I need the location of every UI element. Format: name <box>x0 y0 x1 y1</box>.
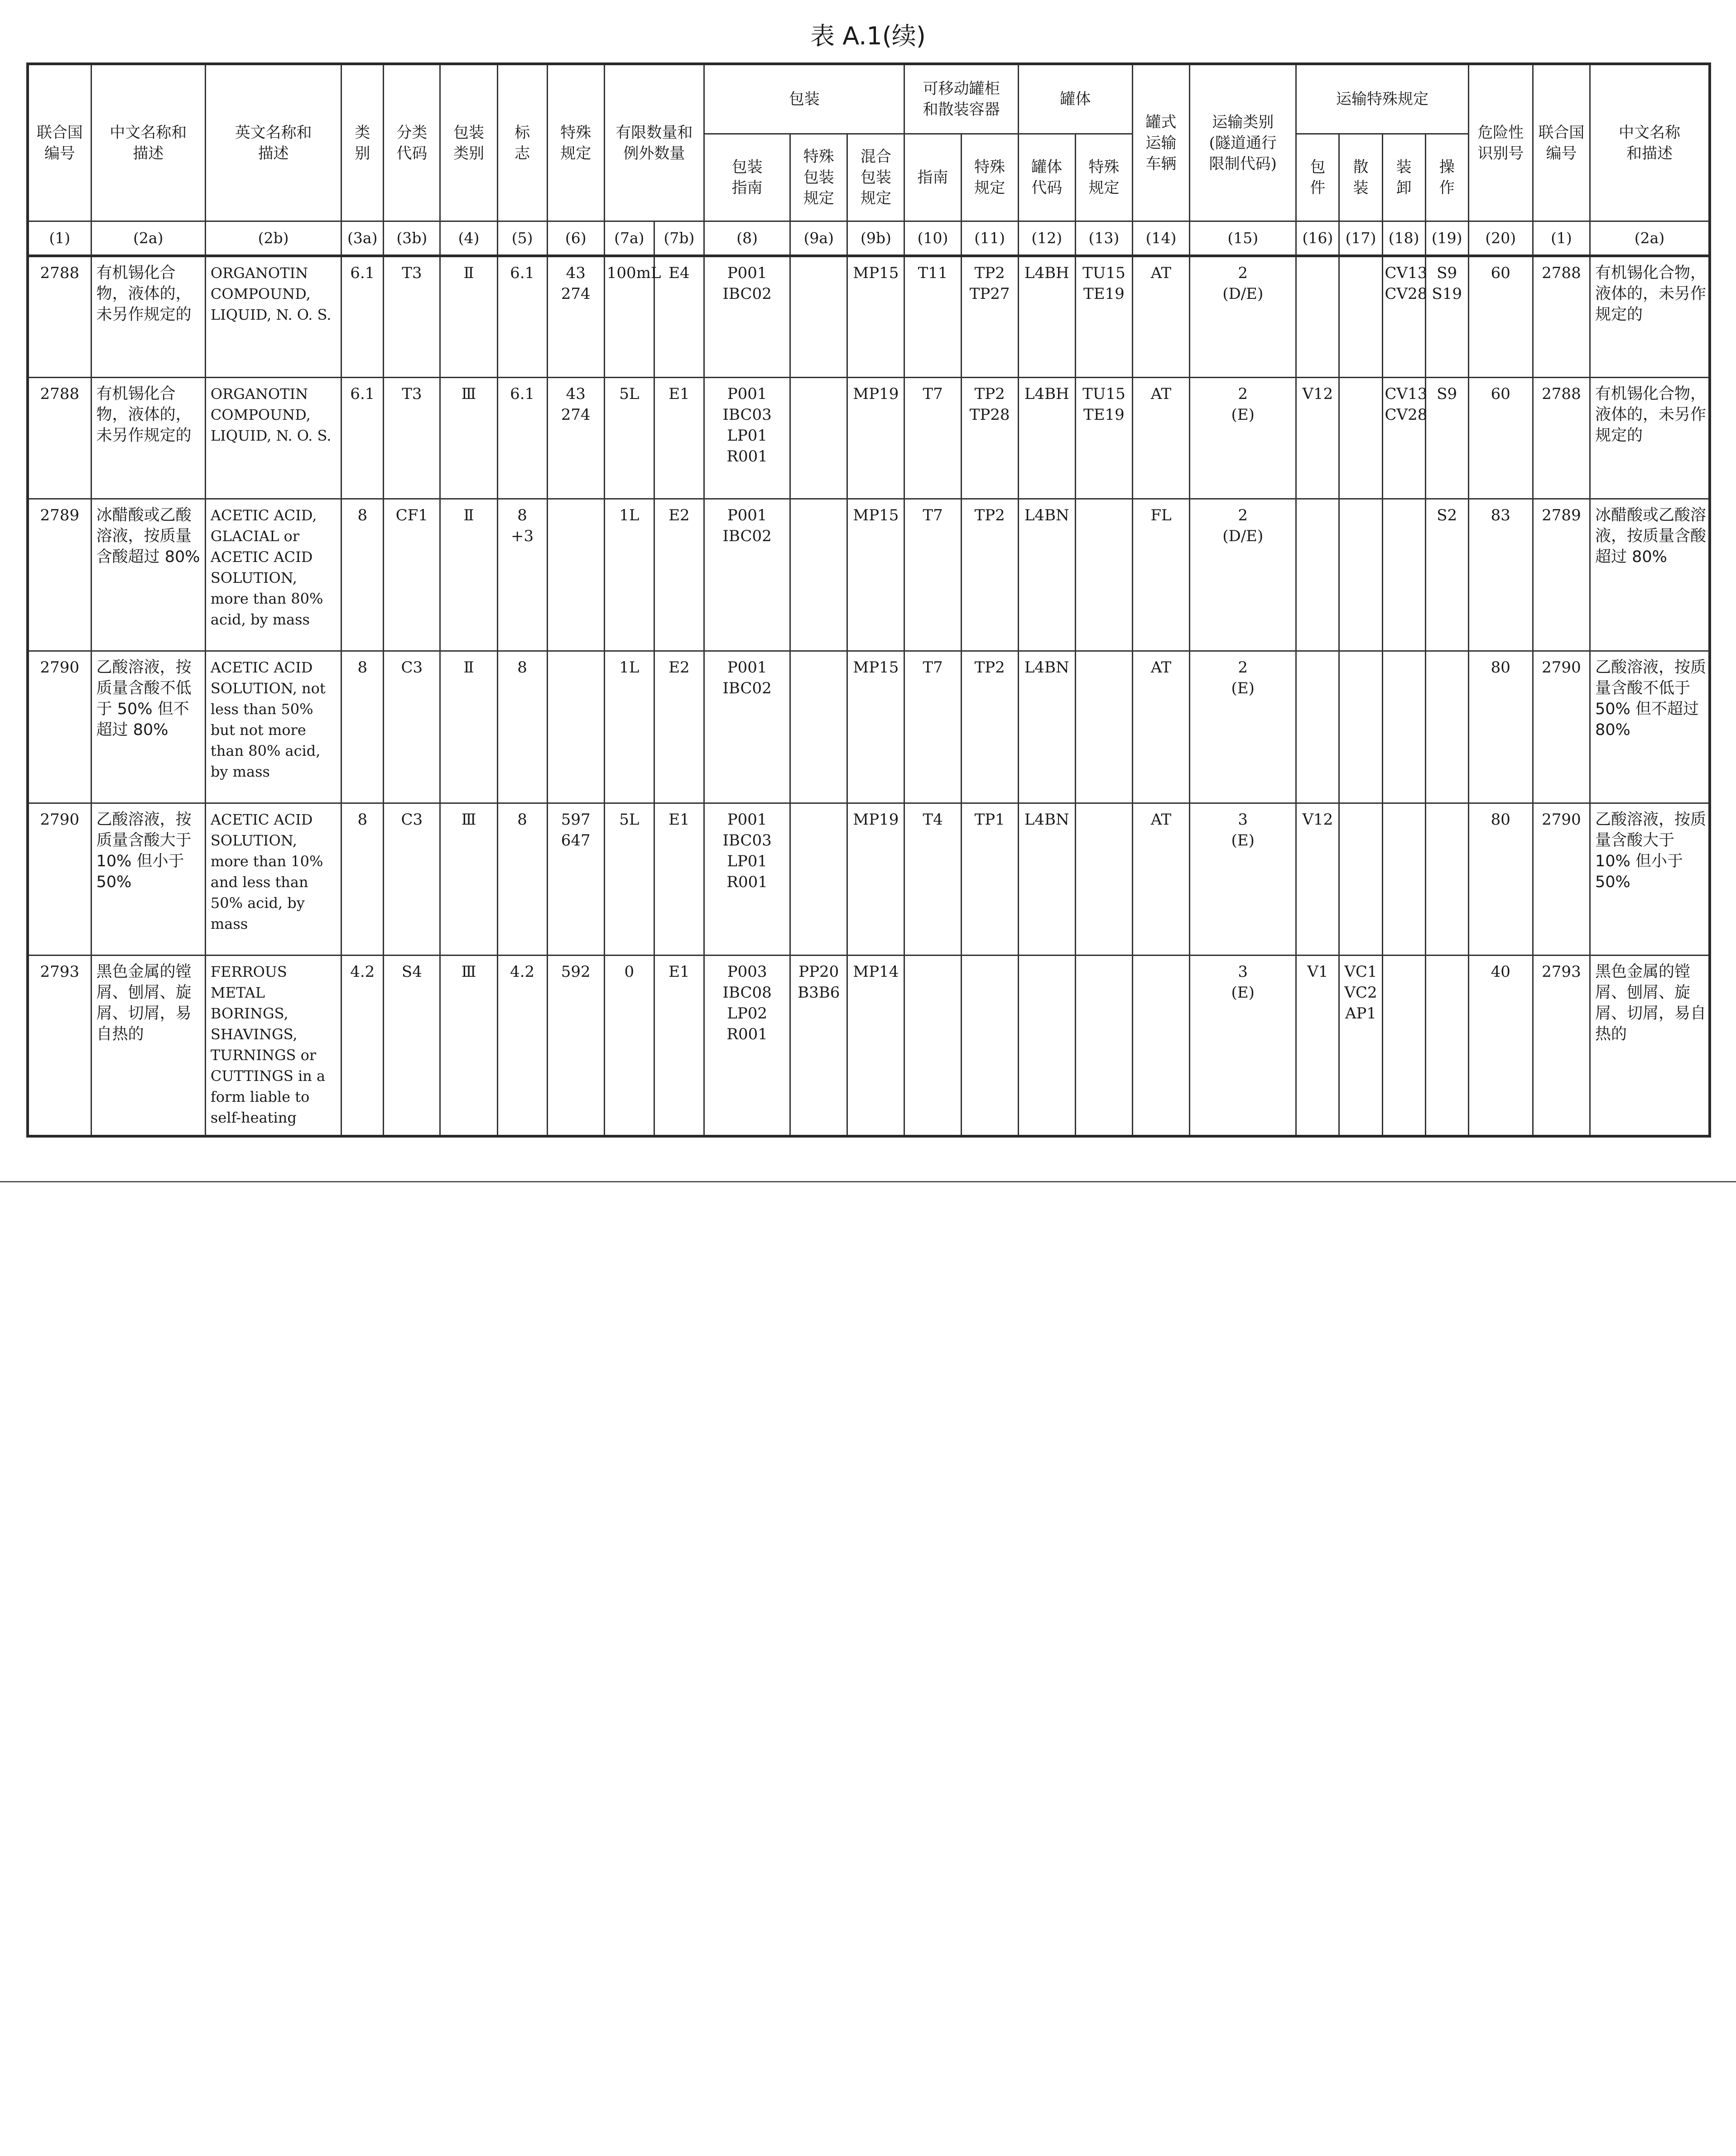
cell-c2a: 有机锡化合物，液体的，未另作规定的 <box>91 256 205 377</box>
cell-c12: L4BN <box>1018 499 1075 651</box>
cell-c20: 83 <box>1468 499 1533 651</box>
cell-c3a: 8 <box>341 651 384 803</box>
cell-c11: TP2 TP27 <box>961 256 1018 377</box>
cell-c17: VC1 VC2 AP1 <box>1339 955 1382 1136</box>
column-number: (7a) <box>604 221 654 256</box>
column-number: (15) <box>1190 221 1296 256</box>
cell-c2b: ACETIC ACID, GLACIAL or ACETIC ACID SOLUTION, more than 80% acid, by mass <box>205 499 341 651</box>
cell-c20: 60 <box>1468 256 1533 377</box>
column-number: (4) <box>440 221 497 256</box>
cell-c15: 2 (E) <box>1190 651 1296 803</box>
cell-c3b: CF1 <box>384 499 440 651</box>
cell-c14 <box>1132 955 1189 1136</box>
cell-c19 <box>1425 955 1468 1136</box>
cell-c4: Ⅲ <box>440 955 497 1136</box>
cell-c11: TP1 <box>961 803 1018 955</box>
cell-c17 <box>1339 256 1382 377</box>
cell-c4: Ⅲ <box>440 803 497 955</box>
cell-c9a <box>790 803 847 955</box>
cell-c1: 2788 <box>28 256 91 377</box>
cell-c3a: 8 <box>341 803 384 955</box>
cell-c19 <box>1425 803 1468 955</box>
cell-c4: Ⅱ <box>440 499 497 651</box>
page-divider <box>0 1181 1736 1182</box>
column-number-row <box>28 221 1710 256</box>
cell-c6: 597 647 <box>547 803 604 955</box>
header-ts-loading: 装 卸 <box>1382 134 1425 221</box>
cell-c9a <box>790 651 847 803</box>
cell-c6: 43 274 <box>547 256 604 377</box>
header-labels: 标 志 <box>497 64 547 221</box>
cell-c18: CV13 CV28 <box>1382 377 1425 499</box>
cell-c18: CV13 CV28 <box>1382 256 1425 377</box>
cell-c7a: 5L <box>604 377 654 499</box>
cell-c1b: 2790 <box>1533 651 1590 803</box>
cell-c11: TP2 <box>961 499 1018 651</box>
cell-c14: AT <box>1132 377 1189 499</box>
cell-c12: L4BH <box>1018 377 1075 499</box>
column-number: (9a) <box>790 221 847 256</box>
column-number: (2a) <box>1590 221 1710 256</box>
column-number: (7b) <box>654 221 704 256</box>
table-row <box>28 803 1710 955</box>
cell-c20: 60 <box>1468 377 1533 499</box>
cell-c14: AT <box>1132 803 1189 955</box>
table-body <box>28 256 1710 1136</box>
cell-c6: 592 <box>547 955 604 1136</box>
column-number: (1) <box>28 221 91 256</box>
cell-c1: 2793 <box>28 955 91 1136</box>
cell-c7b: E1 <box>654 377 704 499</box>
header-name-zh: 中文名称和 描述 <box>91 64 205 221</box>
cell-c10: T7 <box>904 651 961 803</box>
cell-c16 <box>1296 651 1339 803</box>
cell-c2b: ORGANOTIN COMPOUND, LIQUID, N. O. S. <box>205 256 341 377</box>
cell-c16: V12 <box>1296 377 1339 499</box>
cell-c5: 6.1 <box>497 256 547 377</box>
column-number: (2b) <box>205 221 341 256</box>
cell-c10 <box>904 955 961 1136</box>
cell-c7a: 5L <box>604 803 654 955</box>
cell-c1: 2789 <box>28 499 91 651</box>
header-class-code: 分类 代码 <box>384 64 440 221</box>
cell-c14: AT <box>1132 651 1189 803</box>
cell-c7a: 1L <box>604 499 654 651</box>
cell-c4: Ⅲ <box>440 377 497 499</box>
cell-c12: L4BN <box>1018 651 1075 803</box>
cell-c1: 2790 <box>28 651 91 803</box>
cell-c3b: T3 <box>384 256 440 377</box>
cell-c20: 80 <box>1468 651 1533 803</box>
column-number: (18) <box>1382 221 1425 256</box>
cell-c16 <box>1296 499 1339 651</box>
column-number: (2a) <box>91 221 205 256</box>
cell-c9b: MP15 <box>847 651 904 803</box>
cell-c2a: 乙酸溶液，按质量含酸大于 10% 但小于 50% <box>91 803 205 955</box>
cell-c4: Ⅱ <box>440 651 497 803</box>
cell-c13 <box>1075 651 1132 803</box>
header-pt-instr: 指南 <box>904 134 961 221</box>
column-number: (9b) <box>847 221 904 256</box>
header-special-provisions: 特殊 规定 <box>547 64 604 221</box>
cell-c1b: 2788 <box>1533 377 1590 499</box>
cell-c7a: 0 <box>604 955 654 1136</box>
cell-c18 <box>1382 499 1425 651</box>
cell-c11 <box>961 955 1018 1136</box>
cell-c7b: E1 <box>654 955 704 1136</box>
cell-c16: V1 <box>1296 955 1339 1136</box>
cell-c9a <box>790 499 847 651</box>
header-tank-code: 罐体 代码 <box>1018 134 1075 221</box>
cell-c2a_b: 黑色金属的镗屑、刨屑、旋屑、切屑，易自热的 <box>1590 955 1710 1136</box>
header-packaging: 包装 <box>704 64 904 134</box>
cell-c2a: 黑色金属的镗屑、刨屑、旋屑、切屑，易自热的 <box>91 955 205 1136</box>
header-class: 类 别 <box>341 64 384 221</box>
cell-c10: T7 <box>904 499 961 651</box>
header-un-no: 联合国 编号 <box>28 64 91 221</box>
cell-c3b: C3 <box>384 803 440 955</box>
cell-c9b: MP15 <box>847 499 904 651</box>
header-pt-special: 特殊 规定 <box>961 134 1018 221</box>
cell-c8: P001 IBC03 LP01 R001 <box>704 377 790 499</box>
cell-c2b: ORGANOTIN COMPOUND, LIQUID, N. O. S. <box>205 377 341 499</box>
cell-c2a_b: 冰醋酸或乙酸溶液，按质量含酸超过 80% <box>1590 499 1710 651</box>
cell-c10: T4 <box>904 803 961 955</box>
header-packing-group: 包装 类别 <box>440 64 497 221</box>
cell-c13 <box>1075 955 1132 1136</box>
cell-c1b: 2793 <box>1533 955 1590 1136</box>
cell-c2a_b: 乙酸溶液，按质量含酸不低于 50% 但不超过 80% <box>1590 651 1710 803</box>
cell-c15: 2 (D/E) <box>1190 499 1296 651</box>
header-tanks: 罐体 <box>1018 64 1132 134</box>
cell-c7b: E2 <box>654 499 704 651</box>
table-row <box>28 651 1710 803</box>
cell-c2b: ACETIC ACID SOLUTION, more than 10% and less than 50% acid, by mass <box>205 803 341 955</box>
cell-c14: AT <box>1132 256 1189 377</box>
column-number: (6) <box>547 221 604 256</box>
header-pack-special: 特殊 包装 规定 <box>790 134 847 221</box>
cell-c3b: T3 <box>384 377 440 499</box>
column-number: (1) <box>1533 221 1590 256</box>
cell-c12: L4BN <box>1018 803 1075 955</box>
cell-c15: 3 (E) <box>1190 803 1296 955</box>
column-number: (8) <box>704 221 790 256</box>
cell-c20: 40 <box>1468 955 1533 1136</box>
header-name-zh-repeat: 中文名称 和描述 <box>1590 64 1710 221</box>
cell-c9a <box>790 377 847 499</box>
header-ts-packages: 包 件 <box>1296 134 1339 221</box>
cell-c8: P001 IBC02 <box>704 256 790 377</box>
cell-c2a: 乙酸溶液，按质量含酸不低于 50% 但不超过 80% <box>91 651 205 803</box>
cell-c5: 6.1 <box>497 377 547 499</box>
dangerous-goods-table <box>26 62 1711 1138</box>
header-ts-operation: 操 作 <box>1425 134 1468 221</box>
cell-c2a_b: 有机锡化合物，液体的，未另作规定的 <box>1590 377 1710 499</box>
cell-c5: 8 <box>497 803 547 955</box>
header-limited-quantities: 有限数量和 例外数量 <box>604 64 704 221</box>
header-tank-special: 特殊 规定 <box>1075 134 1132 221</box>
header-portable-tanks: 可移动罐柜 和散装容器 <box>904 64 1018 134</box>
cell-c12: L4BH <box>1018 256 1075 377</box>
cell-c11: TP2 <box>961 651 1018 803</box>
cell-c4: Ⅱ <box>440 256 497 377</box>
cell-c6: 43 274 <box>547 377 604 499</box>
header-pack-mixed: 混合 包装 规定 <box>847 134 904 221</box>
cell-c2a: 冰醋酸或乙酸溶液，按质量含酸超过 80% <box>91 499 205 651</box>
cell-c12 <box>1018 955 1075 1136</box>
cell-c19: S9 <box>1425 377 1468 499</box>
cell-c16 <box>1296 256 1339 377</box>
cell-c13: TU15 TE19 <box>1075 377 1132 499</box>
cell-c5: 8 <box>497 651 547 803</box>
cell-c7b: E1 <box>654 803 704 955</box>
cell-c5: 4.2 <box>497 955 547 1136</box>
header-name-en: 英文名称和 描述 <box>205 64 341 221</box>
cell-c17 <box>1339 499 1382 651</box>
column-number: (17) <box>1339 221 1382 256</box>
cell-c1: 2788 <box>28 377 91 499</box>
cell-c8: P001 IBC03 LP01 R001 <box>704 803 790 955</box>
cell-c7a: 100mL <box>604 256 654 377</box>
cell-c15: 3 (E) <box>1190 955 1296 1136</box>
table-row <box>28 256 1710 377</box>
cell-c18 <box>1382 803 1425 955</box>
cell-c17 <box>1339 651 1382 803</box>
column-number: (3a) <box>341 221 384 256</box>
header-un-no-repeat: 联合国 编号 <box>1533 64 1590 221</box>
cell-c15: 2 (D/E) <box>1190 256 1296 377</box>
cell-c3b: C3 <box>384 651 440 803</box>
cell-c9b: MP14 <box>847 955 904 1136</box>
column-number: (12) <box>1018 221 1075 256</box>
cell-c2a: 有机锡化合物，液体的，未另作规定的 <box>91 377 205 499</box>
header-ts-bulk: 散 装 <box>1339 134 1382 221</box>
cell-c3a: 6.1 <box>341 256 384 377</box>
cell-c2b: ACETIC ACID SOLUTION, not less than 50% but not more than 80% acid, by mass <box>205 651 341 803</box>
cell-c6 <box>547 651 604 803</box>
cell-c10: T11 <box>904 256 961 377</box>
cell-c19: S2 <box>1425 499 1468 651</box>
header-tank-vehicle: 罐式 运输 车辆 <box>1132 64 1189 221</box>
cell-c3b: S4 <box>384 955 440 1136</box>
column-number: (20) <box>1468 221 1533 256</box>
cell-c5: 8 +3 <box>497 499 547 651</box>
column-number: (13) <box>1075 221 1132 256</box>
cell-c9b: MP19 <box>847 803 904 955</box>
cell-c8: P001 IBC02 <box>704 499 790 651</box>
cell-c6 <box>547 499 604 651</box>
cell-c1: 2790 <box>28 803 91 955</box>
cell-c16: V12 <box>1296 803 1339 955</box>
column-number: (11) <box>961 221 1018 256</box>
cell-c13: TU15 TE19 <box>1075 256 1132 377</box>
header-transport-special: 运输特殊规定 <box>1296 64 1468 134</box>
cell-c2a_b: 乙酸溶液，按质量含酸大于 10% 但小于 50% <box>1590 803 1710 955</box>
cell-c9a: PP20 B3B6 <box>790 955 847 1136</box>
cell-c18 <box>1382 955 1425 1136</box>
cell-c18 <box>1382 651 1425 803</box>
cell-c3a: 8 <box>341 499 384 651</box>
table-row <box>28 955 1710 1136</box>
cell-c2a_b: 有机锡化合物，液体的，未另作规定的 <box>1590 256 1710 377</box>
cell-c19: S9 S19 <box>1425 256 1468 377</box>
cell-c13 <box>1075 803 1132 955</box>
cell-c17 <box>1339 377 1382 499</box>
cell-c3a: 4.2 <box>341 955 384 1136</box>
column-number: (5) <box>497 221 547 256</box>
header-hazard-id: 危险性 识别号 <box>1468 64 1533 221</box>
header-transport-category: 运输类别 (隧道通行 限制代码) <box>1190 64 1296 221</box>
header-pack-instr: 包装 指南 <box>704 134 790 221</box>
cell-c7b: E2 <box>654 651 704 803</box>
cell-c3a: 6.1 <box>341 377 384 499</box>
cell-c11: TP2 TP28 <box>961 377 1018 499</box>
cell-c14: FL <box>1132 499 1189 651</box>
cell-c8: P003 IBC08 LP02 R001 <box>704 955 790 1136</box>
cell-c2b: FERROUS METAL BORINGS, SHAVINGS, TURNINGS or CUTTINGS in a form liable to self-heating <box>205 955 341 1136</box>
cell-c1b: 2789 <box>1533 499 1590 651</box>
cell-c10: T7 <box>904 377 961 499</box>
cell-c20: 80 <box>1468 803 1533 955</box>
cell-c7a: 1L <box>604 651 654 803</box>
cell-c1b: 2788 <box>1533 256 1590 377</box>
cell-c13 <box>1075 499 1132 651</box>
column-number: (3b) <box>384 221 440 256</box>
column-number: (16) <box>1296 221 1339 256</box>
column-number: (10) <box>904 221 961 256</box>
cell-c7b: E4 <box>654 256 704 377</box>
cell-c9b: MP15 <box>847 256 904 377</box>
column-number: (19) <box>1425 221 1468 256</box>
cell-c9b: MP19 <box>847 377 904 499</box>
table-row <box>28 377 1710 499</box>
cell-c17 <box>1339 803 1382 955</box>
dangerous-goods-table-container <box>26 62 1711 1138</box>
cell-c19 <box>1425 651 1468 803</box>
cell-c9a <box>790 256 847 377</box>
cell-c15: 2 (E) <box>1190 377 1296 499</box>
cell-c1b: 2790 <box>1533 803 1590 955</box>
cell-c8: P001 IBC02 <box>704 651 790 803</box>
column-number: (14) <box>1132 221 1189 256</box>
table-title: 表 A.1(续) <box>810 22 926 50</box>
table-row <box>28 499 1710 651</box>
